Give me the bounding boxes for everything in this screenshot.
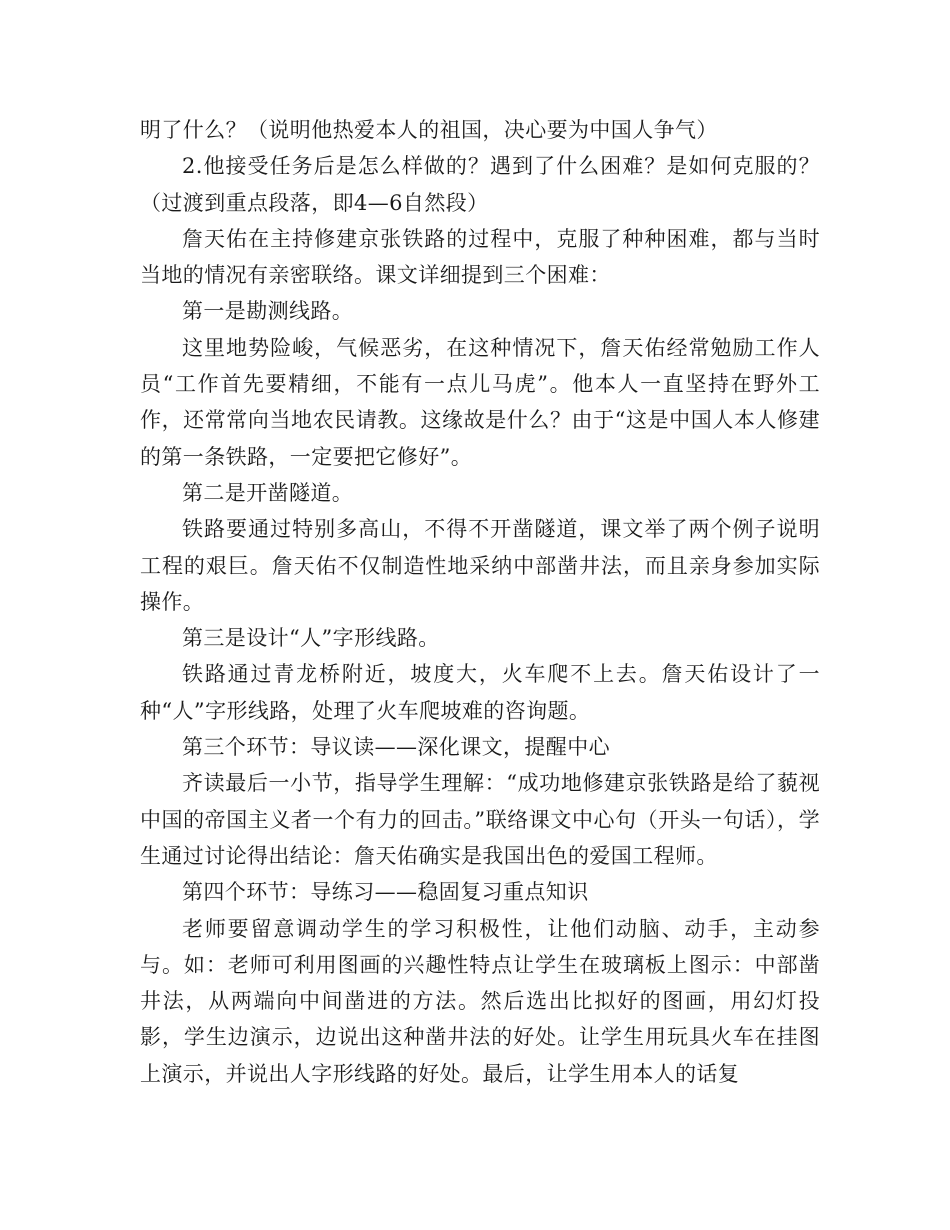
document-body xyxy=(140,112,820,1092)
paragraph-second-difficulty-heading: 第二是开凿隧道。 xyxy=(182,480,354,505)
paragraph-step-3-body: 齐读最后一小节，指导学生理解：“成功地修建京张铁路是给了藐视中国的帝国主义者一个有力的回击。”联络课文中心句（开头一句话），学生通过讨论得出结论：詹天佑确实是我国出色的爱国工程师。 xyxy=(140,771,820,868)
paragraph-first-difficulty-heading: 第一是勘测线路。 xyxy=(182,299,354,324)
paragraph-first-difficulty-body: 这里地势险峻，气候恶劣，在这种情况下，詹天佑经常勉励工作人员“工作首先要精细，不能有一点儿马虎”。他本人一直坚持在野外工作，还常常向当地农民请教。这缘故是什么？由于“这是中国人本人修建的第一条铁路，一定要把它修好”。 xyxy=(140,335,820,469)
paragraph-question-2: 2.他接受任务后是怎么样做的？遇到了什么困难？是如何克服的？（过渡到重点段落，即4—6自然段） xyxy=(140,154,820,215)
paragraph-second-difficulty-body: 铁路要通过特别多高山，不得不开凿隧道，课文举了两个例子说明工程的艰巨。詹天佑不仅制造性地采纳中部凿井法，而且亲身参加实际操作。 xyxy=(140,517,820,614)
paragraph-continuation: 明了什么？（说明他热爱本人的祖国，决心要为中国人争气） xyxy=(140,118,718,142)
paragraph-third-difficulty-heading: 第三是设计“人”字形线路。 xyxy=(182,626,440,651)
paragraph-step-4-heading: 第四个环节：导练习——稳固复习重点知识 xyxy=(182,880,589,905)
paragraph-difficulties-intro: 詹天佑在主持修建京张铁路的过程中，克服了种种困难，都与当时当地的情况有亲密联络。课文详细提到三个困难： xyxy=(140,226,820,288)
paragraph-step-3-heading: 第三个环节：导议读——深化课文，提醒中心 xyxy=(182,735,610,760)
paragraph-step-4-body: 老师要留意调动学生的学习积极性，让他们动脑、动手，主动参与。如：老师可利用图画的兴趣性特点让学生在玻璃板上图示：中部凿井法，从两端向中间凿进的方法。然后选出比拟好的图画，用幻灯投影，学生边演示，边说出这种凿井法的好处。让学生用玩具火车在挂图上演示，并说出人字形线路的好处。最后，让学生用本人的话复 xyxy=(140,916,820,1086)
paragraph-third-difficulty-body: 铁路通过青龙桥附近，坡度大，火车爬不上去。詹天佑设计了一种“人”字形线路，处理了火车爬坡难的咨询题。 xyxy=(140,662,820,723)
